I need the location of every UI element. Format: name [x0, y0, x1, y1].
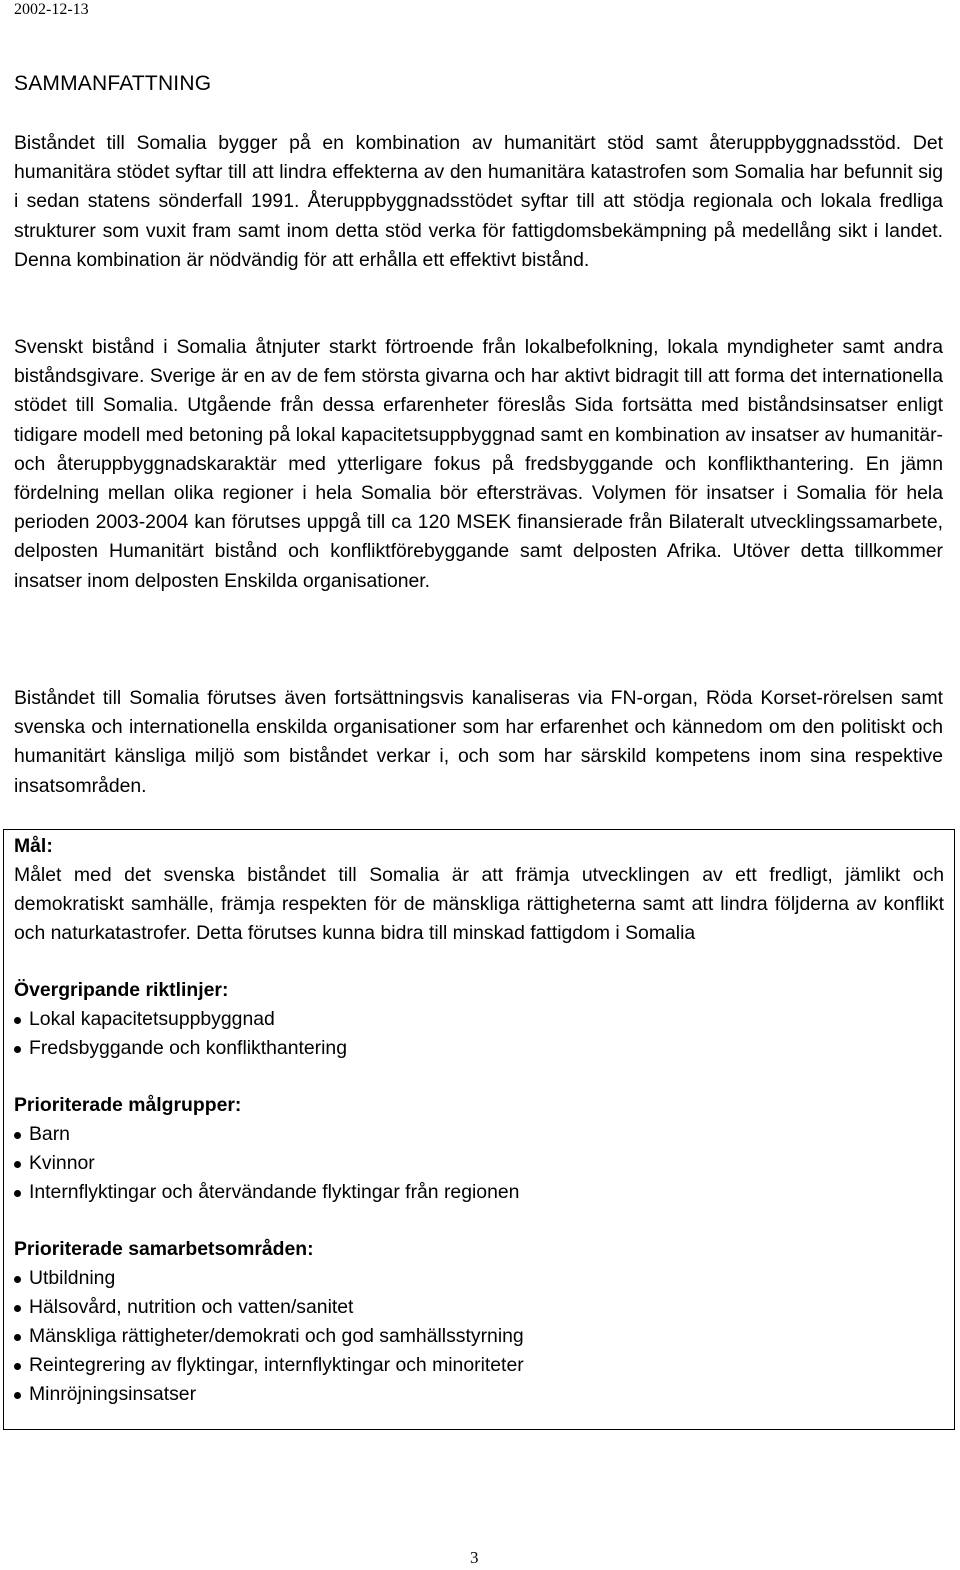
summary-paragraph-2: Svenskt bistånd i Somalia åtnjuter starkt förtroende från lokalbefolkning, lokala myndigheter samt andra biståndsgivare. Sverige är en av de fem största givarna och har aktivt bidragit till att forma det internationella stödet till Somalia. Utgående från dessa erfarenheter föreslås Sida fortsätta med biståndsinsatser enligt tidigare modell med betoning på lokal kapacitetsuppbyggnad samt en kombination av insatser av humanitär- och återuppbyggnadskaraktär med ytterligare fokus på fredsbyggande och konflikthantering. En jämn fördelning mellan olika regioner i hela Somalia bör eftersträvas. Volymen för insatser i Somalia för hela perioden 2003-2004 kan förutses uppgå till ca 120 MSEK finansierade från Bilateralt utvecklingssamarbete, delposten Humanitärt bistånd och konfliktförebyggande samt delposten Afrika. Utöver detta tillkommer insatser inom delposten Enskilda organisationer. — [14, 336, 943, 592]
list-item — [14, 1351, 944, 1380]
header-date: 2002-12-13 — [14, 1, 89, 18]
goals-box — [3, 829, 955, 1430]
list-item — [14, 1322, 944, 1351]
list-item — [14, 1264, 944, 1293]
goal-heading: Mål: — [14, 835, 53, 857]
bullet-icon — [14, 1190, 21, 1197]
cooperation-areas-heading: Prioriterade samarbetsområden: — [14, 1238, 314, 1260]
list-item-label: Kvinnor — [29, 1152, 95, 1174]
page-number: 3 — [470, 1548, 479, 1567]
goal-text: Målet med det svenska biståndet till Somalia är att främja utvecklingen av ett fredligt, jämlikt och demokratiskt samhälle, främja respekten för de mänskliga rättigheterna samt att lindra följderna av konflikt och naturkatastrofer. Detta förutses kunna bidra till minskad fattigdom i Somalia — [14, 864, 944, 944]
list-item-label: Lokal kapacitetsuppbyggnad — [29, 1008, 275, 1030]
target-groups-heading: Prioriterade målgrupper: — [14, 1094, 242, 1116]
list-item-label: Internflyktingar och återvändande flyktingar från regionen — [29, 1181, 520, 1203]
list-item — [14, 1380, 944, 1409]
list-item-label: Fredsbyggande och konflikthantering — [29, 1037, 347, 1059]
list-item — [14, 1120, 944, 1149]
guidelines-list — [14, 1005, 944, 1063]
summary-paragraph-1: Biståndet till Somalia bygger på en kombination av humanitärt stöd samt återuppbyggnadsstöd. Det humanitära stödet syftar till att lindra effekterna av den humanitära katastrofen som Somalia har befunnit sig i sedan statens sönderfall 1991. Återuppbyggnadsstödet syftar till att stödja regionala och lokala fredliga strukturer som vuxit fram samt inom detta stöd verka för fattigdomsbekämpning på medellång sikt i landet. Denna kombination är nödvändig för att erhålla ett effektivt bistånd. — [14, 132, 943, 271]
bullet-icon — [14, 1161, 21, 1168]
list-item-label: Mänskliga rättigheter/demokrati och god samhällsstyrning — [29, 1325, 524, 1347]
bullet-icon — [14, 1132, 21, 1139]
summary-paragraph-3: Biståndet till Somalia förutses även fortsättningsvis kanaliseras via FN-organ, Röda Korset-rörelsen samt svenska och internationella enskilda organisationer som har erfarenhet och kännedom om den politiskt och humanitärt känsliga miljö som biståndet verkar i, och som har särskild kompetens inom sina respektive insatsområden. — [14, 687, 943, 797]
list-item-label: Barn — [29, 1123, 70, 1145]
list-item — [14, 1034, 944, 1063]
bullet-icon — [14, 1276, 21, 1283]
list-item — [14, 1293, 944, 1322]
list-item-label: Reintegrering av flyktingar, internflyktingar och minoriteter — [29, 1354, 524, 1376]
target-groups-list — [14, 1120, 944, 1207]
bullet-icon — [14, 1334, 21, 1341]
guidelines-heading: Övergripande riktlinjer: — [14, 979, 229, 1001]
list-item — [14, 1178, 944, 1207]
list-item-label: Utbildning — [29, 1267, 116, 1289]
bullet-icon — [14, 1305, 21, 1312]
list-item — [14, 1005, 944, 1034]
list-item-label: Minröjningsinsatser — [29, 1383, 197, 1405]
page-title: SAMMANFATTNING — [14, 72, 212, 95]
bullet-icon — [14, 1017, 21, 1024]
bullet-icon — [14, 1392, 21, 1399]
list-item — [14, 1149, 944, 1178]
cooperation-areas-list — [14, 1264, 944, 1409]
bullet-icon — [14, 1046, 21, 1053]
goals-box-content — [14, 832, 944, 1409]
list-item-label: Hälsovård, nutrition och vatten/sanitet — [29, 1296, 354, 1318]
bullet-icon — [14, 1363, 21, 1370]
